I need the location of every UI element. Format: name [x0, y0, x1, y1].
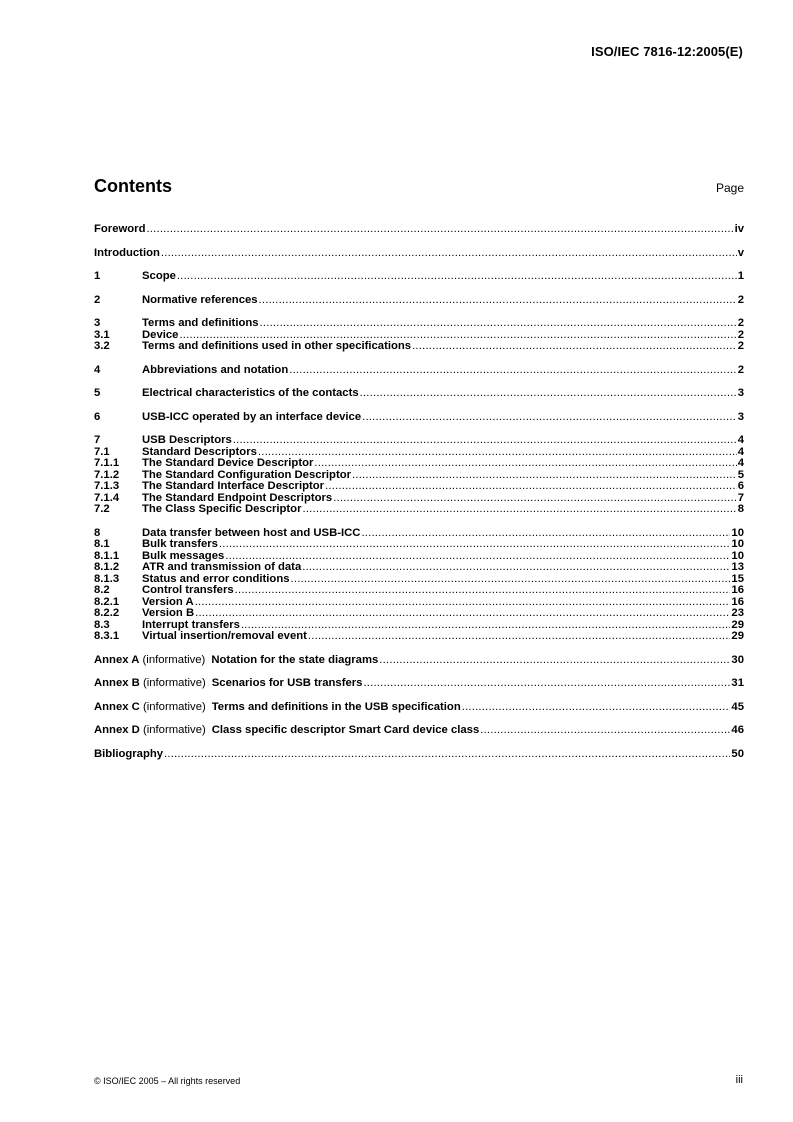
toc-entry-8-3-1[interactable]	[94, 631, 744, 643]
toc-entry-number: 7.2	[94, 503, 110, 515]
dot-leader	[161, 248, 737, 260]
dot-leader	[164, 749, 730, 761]
toc-entry-page: 31	[731, 677, 744, 689]
toc-entry-page: 10	[731, 549, 744, 562]
page-column-label: Page	[715, 181, 744, 195]
document-id-header: ISO/IEC 7816-12:2005(E)	[591, 44, 743, 59]
toc-entry-page: 2	[737, 328, 744, 341]
toc-entry-page: 5	[737, 468, 744, 481]
toc-entry-page: 30	[731, 653, 744, 666]
toc-entry-7-2[interactable]	[94, 504, 744, 516]
toc-entry-4[interactable]	[94, 365, 744, 377]
toc-entry-label: ATR and transmission of data	[142, 561, 302, 573]
toc-entry-page: 4	[737, 457, 744, 469]
toc-entry-2[interactable]	[94, 295, 744, 307]
toc-entry-label: USB Descriptors	[142, 434, 232, 446]
toc-entry-8-1-2[interactable]	[94, 562, 744, 574]
toc-entry-label: Device	[142, 328, 179, 341]
toc-entry-page: 23	[731, 607, 744, 619]
toc-entry-label: The Standard Endpoint Descriptors	[142, 491, 333, 504]
toc-entry-number: 6	[94, 410, 101, 423]
toc-entry-label: Abbreviations and notation	[142, 363, 289, 376]
dot-leader	[289, 365, 736, 377]
toc-entry-label: Interrupt transfers	[142, 618, 240, 631]
dot-leader	[225, 551, 730, 563]
annex-prefix: Annex C	[94, 700, 140, 713]
toc-entry-label: Class specific descriptor Smart Card device class	[211, 724, 480, 736]
toc-entry-number: 8.1.2	[94, 561, 120, 573]
toc-entry-page: 1	[737, 270, 744, 282]
toc-entry-number: 3.2	[94, 340, 110, 352]
dot-leader	[235, 585, 731, 597]
toc-entry-page: 8	[737, 503, 744, 515]
toc-entry-label: Standard Descriptors	[142, 445, 257, 458]
dot-leader	[195, 608, 730, 620]
toc-entry-label: Control transfers	[142, 584, 234, 596]
toc-entry-page: 2	[737, 340, 744, 352]
toc-entry-introduction[interactable]	[94, 248, 744, 260]
toc-entry-page: 50	[731, 747, 744, 760]
toc-entry-6[interactable]	[94, 412, 744, 424]
toc-entry-label: Introduction	[94, 246, 160, 259]
toc-entry-page: 46	[731, 724, 744, 736]
dot-leader	[291, 574, 731, 586]
toc-entry-page: v	[737, 246, 744, 259]
toc-entry-number: 8	[94, 526, 101, 539]
toc-entry-label: Bulk messages	[142, 549, 225, 562]
toc-entry-8-1[interactable]	[94, 539, 744, 551]
toc-entry-1[interactable]	[94, 271, 744, 283]
dot-leader	[362, 412, 737, 424]
toc-entry-annex-b[interactable]	[94, 678, 744, 690]
toc-entry-label: Terms and definitions	[142, 317, 259, 329]
toc-entry-number: 5	[94, 387, 101, 399]
toc-entry-annex-c[interactable]	[94, 702, 744, 714]
toc-entry-label: Electrical characteristics of the contacts	[142, 387, 359, 399]
toc-entry-bibliography[interactable]	[94, 749, 744, 761]
dot-leader	[325, 481, 737, 493]
page-number: iii	[735, 1074, 743, 1086]
toc-entry-5[interactable]	[94, 388, 744, 400]
dot-leader	[379, 655, 730, 667]
toc-entry-foreword[interactable]	[94, 224, 744, 236]
toc-entry-7-1-3[interactable]	[94, 481, 744, 493]
toc-entry-label: Terms and definitions used in other specifications	[142, 340, 412, 352]
toc-entry-number: 3	[94, 317, 101, 329]
toc-entry-number: 7.1	[94, 445, 110, 458]
annex-kind: (informative)	[142, 724, 206, 736]
toc-entry-page: 10	[731, 538, 744, 550]
toc-entry-label: The Standard Interface Descriptor	[142, 480, 325, 492]
toc-entry-page: 2	[737, 317, 744, 329]
dot-leader	[360, 388, 737, 400]
toc-entry-7-1-1[interactable]	[94, 458, 744, 470]
dot-leader	[333, 493, 737, 505]
toc-entry-number: 3.1	[94, 328, 110, 341]
toc-entry-number: 8.1	[94, 538, 110, 550]
table-of-contents	[94, 224, 744, 760]
toc-entry-number: 8.3	[94, 618, 110, 631]
toc-entry-number: 8.1.1	[94, 549, 120, 562]
dot-leader	[195, 597, 731, 609]
dot-leader	[258, 447, 737, 459]
toc-entry-page: 3	[737, 387, 744, 399]
toc-entry-label: Normative references	[142, 293, 258, 306]
toc-entry-page: 13	[731, 561, 744, 573]
toc-entry-number: 7	[94, 434, 101, 446]
toc-entry-8-2-2[interactable]	[94, 608, 744, 620]
toc-entry-8-2[interactable]	[94, 585, 744, 597]
annex-prefix: Annex D	[94, 724, 140, 736]
dot-leader	[412, 341, 737, 353]
dot-leader	[241, 620, 730, 632]
toc-entry-page: 4	[737, 434, 744, 446]
toc-entry-label: Bulk transfers	[142, 538, 218, 550]
annex-prefix: Annex B	[94, 677, 140, 689]
annex-kind: (informative)	[142, 677, 206, 689]
toc-entry-annex-d[interactable]	[94, 725, 744, 737]
toc-entry-number: 2	[94, 293, 101, 306]
toc-entry-page: 29	[731, 630, 744, 642]
toc-entry-label: Status and error conditions	[142, 572, 290, 585]
toc-entry-number: 7.1.2	[94, 468, 120, 481]
dot-leader	[233, 435, 737, 447]
annex-kind: (informative)	[142, 653, 206, 666]
toc-entry-number: 7.1.4	[94, 491, 120, 504]
toc-entry-number: 7.1.1	[94, 457, 120, 469]
dot-leader	[480, 725, 730, 737]
dot-leader	[308, 631, 731, 643]
toc-entry-label: Bibliography	[94, 747, 164, 760]
dot-leader	[146, 224, 733, 236]
toc-entry-label: Virtual insertion/removal event	[142, 630, 307, 642]
toc-entry-label: The Standard Device Descriptor	[142, 457, 314, 469]
dot-leader	[462, 702, 731, 714]
contents-title: Contents	[94, 176, 172, 196]
toc-entry-number: 7.1.3	[94, 480, 120, 492]
dot-leader	[260, 318, 737, 330]
toc-entry-page: 4	[737, 445, 744, 458]
dot-leader	[363, 678, 730, 690]
contents-title-row	[94, 176, 744, 197]
toc-entry-page: 45	[731, 700, 744, 713]
toc-entry-label: USB-ICC operated by an interface device	[142, 410, 362, 423]
dot-leader	[352, 470, 737, 482]
dot-leader	[259, 295, 737, 307]
toc-entry-label: Scenarios for USB transfers	[211, 677, 363, 689]
dot-leader	[177, 271, 737, 283]
toc-entry-label: Terms and definitions in the USB specification	[211, 700, 461, 713]
toc-entry-3-2[interactable]	[94, 341, 744, 353]
toc-entry-page: 15	[731, 572, 744, 585]
annex-prefix: Annex A	[94, 653, 140, 666]
toc-entry-number: 4	[94, 363, 101, 376]
toc-entry-page: iv	[734, 223, 744, 235]
toc-entry-page: 6	[737, 480, 744, 492]
toc-entry-label: Notation for the state diagrams	[211, 653, 379, 666]
dot-leader	[314, 458, 736, 470]
toc-entry-7[interactable]	[94, 435, 744, 447]
toc-entry-page: 7	[737, 491, 744, 504]
dot-leader	[302, 562, 730, 574]
toc-entry-number: 8.3.1	[94, 630, 120, 642]
toc-entry-label: Foreword	[94, 223, 146, 235]
toc-entry-label: Version B	[142, 607, 195, 619]
toc-entry-number: 8.2.1	[94, 595, 120, 608]
toc-entry-3[interactable]	[94, 318, 744, 330]
toc-entry-page: 16	[731, 595, 744, 608]
toc-entry-label: Version A	[142, 595, 194, 608]
toc-entry-page: 3	[737, 410, 744, 423]
toc-entry-number: 1	[94, 270, 101, 282]
dot-leader	[302, 504, 736, 516]
toc-entry-page: 10	[731, 526, 744, 539]
toc-entry-label: Scope	[142, 270, 176, 282]
toc-entry-label: The Standard Configuration Descriptor	[142, 468, 352, 481]
toc-entry-page: 2	[737, 293, 744, 306]
toc-entry-page: 16	[731, 584, 744, 596]
toc-entry-number: 8.2	[94, 584, 110, 596]
copyright-footer: © ISO/IEC 2005 – All rights reserved	[94, 1076, 241, 1086]
dot-leader	[361, 528, 730, 540]
dot-leader	[219, 539, 730, 551]
toc-entry-label: Data transfer between host and USB-ICC	[142, 526, 361, 539]
annex-kind: (informative)	[142, 700, 206, 713]
toc-entry-number: 8.2.2	[94, 607, 120, 619]
toc-entry-page: 29	[731, 618, 744, 631]
toc-entry-label: The Class Specific Descriptor	[142, 503, 302, 515]
toc-entry-number: 8.1.3	[94, 572, 120, 585]
toc-entry-annex-a[interactable]	[94, 655, 744, 667]
toc-entry-page: 2	[737, 363, 744, 376]
